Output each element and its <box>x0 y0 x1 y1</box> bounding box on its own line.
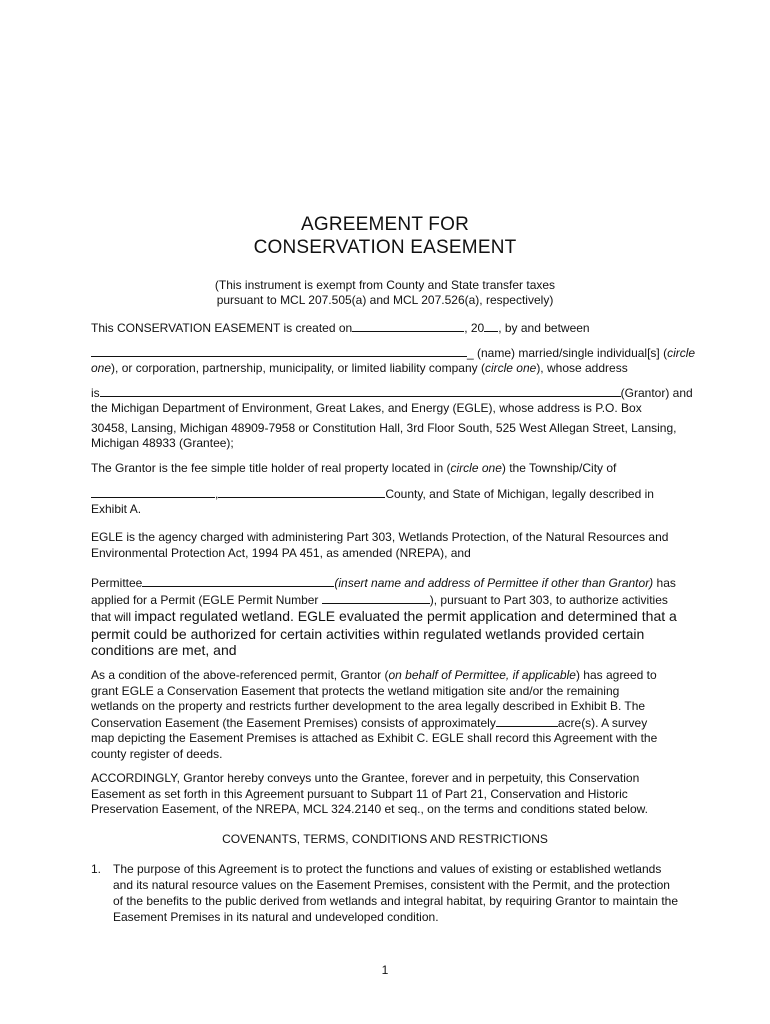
intro-line-6: 30458, Lansing, Michigan 48909-7958 or Constitution Hall, 3rd Floor South, 525 West Allegan Street, Lansing, <box>91 420 677 435</box>
grantor-text: , <box>215 486 219 501</box>
item-number: 1. <box>91 862 102 876</box>
grantor-italic: circle one <box>450 461 502 475</box>
condition-italic: on behalf of Permittee, if applicable <box>388 668 576 682</box>
grantor-text: ) the Township/City of <box>501 461 617 475</box>
intro-text: , 20 <box>464 321 485 335</box>
item-line-4: Easement Premises in its natural and undeveloped condition. <box>113 910 439 924</box>
condition-line-1 <box>91 668 711 684</box>
intro-text: (Grantor) and <box>620 385 693 400</box>
intro-line-2 <box>91 345 711 362</box>
item-line-1: The purpose of this Agreement is to protect the functions and values of existing or established wetlands <box>113 862 662 876</box>
intro-italic: circle <box>667 345 696 360</box>
acreage-blank[interactable] <box>496 715 558 727</box>
permittee-large-text: impact regulated wetland. EGLE evaluated the permit application and determined that a <box>134 608 677 624</box>
condition-paragraph <box>91 668 711 762</box>
condition-line-3: wetlands on the property and restricts further development to the area legally described in Exhibit B. The <box>91 699 646 713</box>
document-title-line-1: AGREEMENT FOR <box>301 214 469 235</box>
intro-paragraph <box>91 320 711 452</box>
accordingly-line-3: Preservation Easement, of the NREPA, MCL 324.2140 et seq., on the terms and conditions stated below. <box>91 802 648 816</box>
intro-text: ), or corporation, partnership, municipality, or limited liability company ( <box>111 361 485 375</box>
intro-italic: circle one <box>484 361 537 375</box>
intro-text: , by and between <box>498 321 590 335</box>
tax-exempt-note <box>0 278 770 308</box>
condition-line-6: county register of deeds. <box>91 746 223 761</box>
condition-text: Conservation Easement (the Easement Premises) consists of approximately <box>91 715 496 730</box>
permittee-text: applied for a Permit (EGLE Permit Number <box>91 592 322 607</box>
grantor-text: The Grantor is the fee simple title holder of real property located in ( <box>91 461 451 475</box>
grantor-paragraph <box>91 461 711 518</box>
egle-line-2: Environmental Protection Act, 1994 PA 451, as amended (NREPA), and <box>91 545 471 560</box>
permittee-text: has <box>653 576 676 590</box>
intro-text: This CONSERVATION EASEMENT is created on <box>91 321 353 335</box>
item-line-2: and its natural resource values on the Easement Premises, consistent with the Permit, and the protection <box>113 878 670 892</box>
egle-paragraph <box>91 530 711 561</box>
county-blank[interactable] <box>218 486 385 498</box>
page-number: 1 <box>381 963 389 977</box>
township-city-blank[interactable] <box>91 486 215 498</box>
grantor-line-1 <box>91 461 711 477</box>
accordingly-line-2: Easement as set forth in this Agreement pursuant to Subpart 11 of Part 21, Conservation and Historic <box>91 786 628 801</box>
permittee-text: ), pursuant to Part 303, to authorize activities <box>429 592 668 607</box>
intro-text: _ (name) married/single individual[s] ( <box>467 345 668 360</box>
condition-text: As a condition of the above-referenced permit, Grantor ( <box>91 668 389 682</box>
grantor-line-2 <box>91 486 711 503</box>
permittee-text: that will <box>91 610 135 624</box>
permittee-line-2 <box>91 592 711 609</box>
condition-text: ) has agreed to <box>575 668 657 682</box>
condition-line-2: grant EGLE a Conservation Easement that protects the wetland mitigation site and/or the remaining <box>91 683 620 698</box>
year-blank[interactable] <box>484 320 498 332</box>
egle-line-1: EGLE is the agency charged with administering Part 303, Wetlands Protection, of the Natural Resources and <box>91 530 669 544</box>
permittee-paragraph <box>91 575 711 658</box>
intro-line-7: Michigan 48933 (Grantee); <box>91 436 234 450</box>
grantor-name-blank[interactable] <box>91 345 467 357</box>
permittee-line-3 <box>91 608 711 626</box>
intro-line-4 <box>91 385 711 402</box>
permit-number-blank[interactable] <box>322 592 430 604</box>
accordingly-line-1: ACCORDINGLY, Grantor hereby conveys unto the Grantee, forever and in perpetuity, this Conservation <box>91 771 640 785</box>
condition-text: acre(s). A survey <box>557 715 648 730</box>
condition-line-4 <box>91 715 711 732</box>
permittee-line-4: permit could be authorized for certain activities within regulated wetlands provided certain <box>91 625 645 642</box>
intro-text: ), whose address <box>536 361 628 375</box>
condition-line-5: map depicting the Easement Premises is attached as Exhibit C. EGLE shall record this Agreement with the <box>91 731 658 745</box>
date-blank[interactable] <box>352 320 464 332</box>
intro-text: is <box>91 385 100 400</box>
grantor-address-blank[interactable] <box>100 385 621 397</box>
permittee-line-1 <box>91 575 711 592</box>
intro-line-3 <box>91 361 711 377</box>
accordingly-paragraph <box>91 771 711 818</box>
covenants-heading: COVENANTS, TERMS, CONDITIONS AND RESTRICTIONS <box>222 832 548 846</box>
document-title-line-2: CONSERVATION EASEMENT <box>253 237 517 258</box>
grantor-line-3: Exhibit A. <box>91 502 142 516</box>
intro-italic: one <box>91 361 112 375</box>
item-line-3: of the benefits to the public derived from wetlands and integral habitat, by requiring Grantor to maintain the <box>113 894 678 908</box>
intro-line-5: the Michigan Department of Environment, Great Lakes, and Energy (EGLE), whose address is P.O. Box <box>91 401 642 415</box>
permittee-text: Permittee <box>91 576 143 590</box>
grantor-text: County, and State of Michigan, legally described in <box>385 486 654 501</box>
item-text <box>113 861 711 925</box>
permittee-line-5: conditions are met, and <box>91 641 237 658</box>
permittee-italic: (insert name and address of Permittee if other than Grantor) <box>334 576 654 590</box>
tax-exempt-note-line-2: pursuant to MCL 207.505(a) and MCL 207.526(a), respectively) <box>216 293 554 307</box>
permittee-blank[interactable] <box>142 575 334 587</box>
tax-exempt-note-line-1: (This instrument is exempt from County and State transfer taxes <box>214 278 556 292</box>
intro-line-1 <box>91 320 711 337</box>
